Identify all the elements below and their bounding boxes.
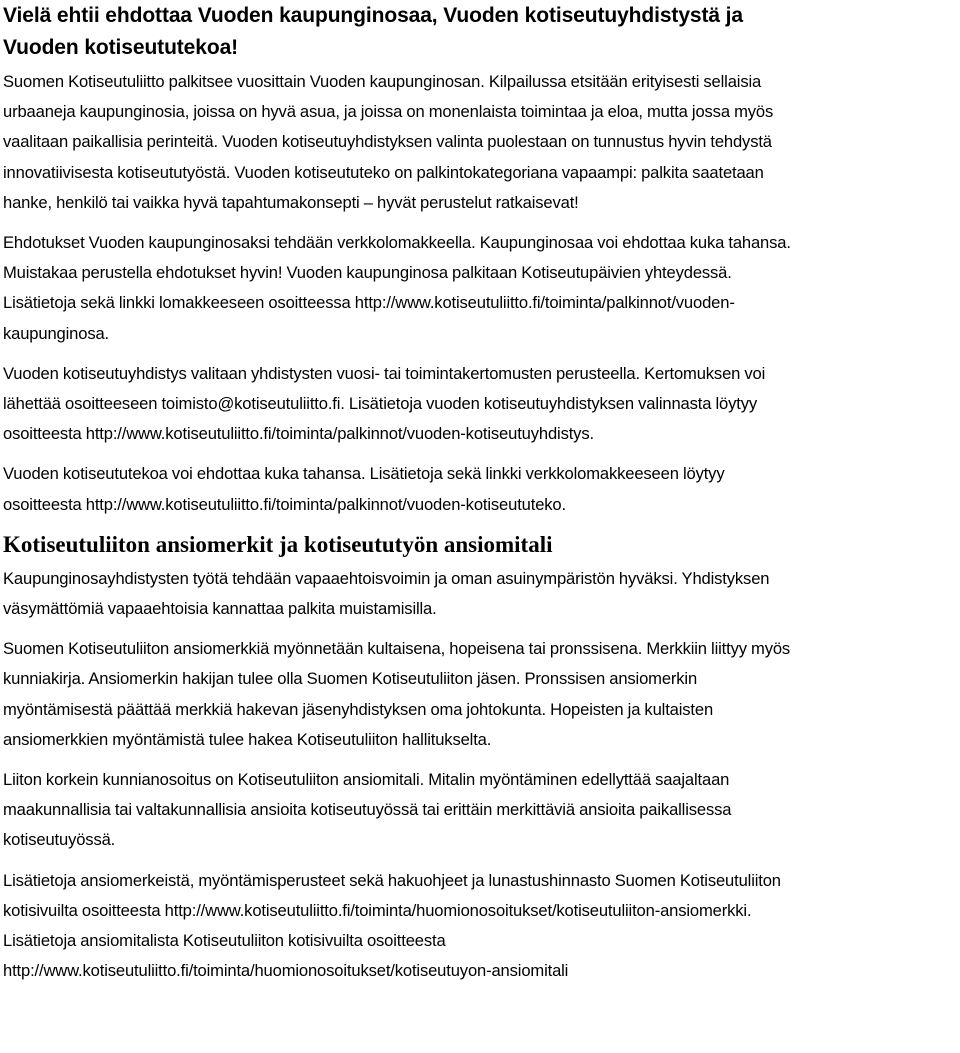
paragraph-ansiomerkki bbox=[3, 634, 958, 755]
text-line: Suomen Kotiseutuliitto palkitsee vuosittain Vuoden kaupunginosan. Kilpailussa etsitään erityisesti sellaisia bbox=[3, 72, 762, 91]
text-line: kunniakirja. Ansiomerkin hakijan tulee olla Suomen Kotiseutuliiton jäsen. Pronssisen ansiomerkin bbox=[3, 669, 698, 689]
text-line: hanke, henkilö tai vaikka hyvä tapahtumakonsepti – hyvät perustelut ratkaisevat! bbox=[3, 192, 579, 212]
text-line: Suomen Kotiseutuliiton ansiomerkkiä myönnetään kultaisena, hopeisena tai pronssisena. Merkkiin liittyy myös bbox=[3, 639, 791, 659]
text-line: kaupunginosa. bbox=[3, 323, 109, 343]
paragraph-kotiseutuyhdistys bbox=[3, 359, 958, 450]
text-line: Liiton korkein kunnianosoitus on Kotiseutuliiton ansiomitali. Mitalin myöntäminen edellyttää saajaltaan bbox=[3, 770, 730, 790]
text-line: Lisätietoja ansiomitalista Kotiseutuliiton kotisivuilta osoitteesta bbox=[3, 931, 446, 951]
heading-line: Vuoden kotiseututekoa! bbox=[3, 36, 239, 59]
heading-line: Vielä ehtii ehdottaa Vuoden kaupunginosaa, Vuoden kotiseutuyhdistystä ja bbox=[3, 4, 743, 27]
text-line: ansiomerkkien myöntämistä tulee hakea Kotiseutuliiton hallitukselta. bbox=[3, 729, 492, 749]
paragraph-kotiseututeko bbox=[3, 459, 958, 519]
text-line: http://www.kotiseutuliitto.fi/toiminta/huomionosoitukset/kotiseutuyon-ansiomitali bbox=[3, 961, 569, 981]
text-line: Muistakaa perustella ehdotukset hyvin! Vuoden kaupunginosa palkitaan Kotiseutupäivien yhteydessä. bbox=[3, 263, 732, 283]
text-line: Kaupunginosayhdistysten työtä tehdään vapaaehtoisvoimin ja oman asuinympäristön hyväksi. Yhdistyksen bbox=[3, 568, 770, 588]
text-line: maakunnallisia tai valtakunnallisia ansioita kotiseutuyössä tai erittäin merkittäviä ansioita paikallisessa bbox=[3, 800, 732, 820]
document-page bbox=[3, 0, 958, 986]
text-line: myöntämisestä päättää merkkiä hakevan jäsenyhdistyksen oma johtokunta. Hopeisten ja kultaisten bbox=[3, 699, 714, 719]
paragraph-kaupunginosa-ehdotukset bbox=[3, 228, 958, 349]
text-line: osoitteesta http://www.kotiseutuliitto.fi/toiminta/palkinnot/vuoden-kotiseututeko. bbox=[3, 494, 566, 514]
text-line: vaalitaan paikallisia perinteitä. Vuoden kotiseutuyhdistyksen valinta puolestaan on tunnustus hyvin tehdystä bbox=[3, 132, 772, 152]
paragraph-vuoden-kaupunginosa-intro bbox=[3, 67, 958, 218]
paragraph-lisatietoja bbox=[3, 866, 958, 987]
paragraph-vapaaehtoiset bbox=[3, 564, 958, 624]
text-line: innovatiivisesta kotiseututyöstä. Vuoden kotiseututeko on palkintokategoriana vapaampi: palkita saatetaan bbox=[3, 162, 764, 182]
text-line: Vuoden kotiseututekoa voi ehdottaa kuka tahansa. Lisätietoja sekä linkki verkkolomakkeeseen löytyy bbox=[3, 464, 725, 484]
text-line: urbaaneja kaupunginosia, joissa on hyvä asua, ja joissa on monenlaista toimintaa ja eloa, mutta jossa myös bbox=[3, 102, 774, 122]
text-line: Vuoden kotiseutuyhdistys valitaan yhdistysten vuosi- tai toimintakertomusten perusteella. Kertomuksen voi bbox=[3, 363, 766, 383]
page-heading bbox=[3, 0, 958, 64]
paragraph-ansiomitali bbox=[3, 765, 958, 856]
section-heading: Kotiseutuliiton ansiomerkit ja kotiseututyön ansiomitali bbox=[3, 531, 553, 557]
text-line: väsymättömiä vapaaehtoisia kannattaa palkita muistamisilla. bbox=[3, 599, 437, 619]
text-line: kotiseutuyössä. bbox=[3, 830, 116, 850]
text-line: Lisätietoja sekä linkki lomakkeeseen osoitteessa http://www.kotiseutuliitto.fi/toiminta/palkinnot/vuoden- bbox=[3, 293, 735, 313]
text-line: Lisätietoja ansiomerkeistä, myöntämisperusteet sekä hakuohjeet ja lunastushinnasto Suomen Kotiseutuliiton bbox=[3, 870, 781, 890]
text-line: Ehdotukset Vuoden kaupunginosaksi tehdään verkkolomakkeella. Kaupunginosaa voi ehdottaa kuka tahansa. bbox=[3, 233, 791, 253]
text-line: kotisivuilta osoitteesta http://www.kotiseutuliitto.fi/toiminta/huomionosoitukset/kotiseutuliiton-ansiomerkki. bbox=[3, 900, 752, 920]
text-line: lähettää osoitteeseen toimisto@kotiseutuliitto.fi. Lisätietoja vuoden kotiseutuyhdistyksen valinnasta löytyy bbox=[3, 394, 757, 414]
text-line: osoitteesta http://www.kotiseutuliitto.fi/toiminta/palkinnot/vuoden-kotiseutuyhdistys. bbox=[3, 424, 594, 444]
